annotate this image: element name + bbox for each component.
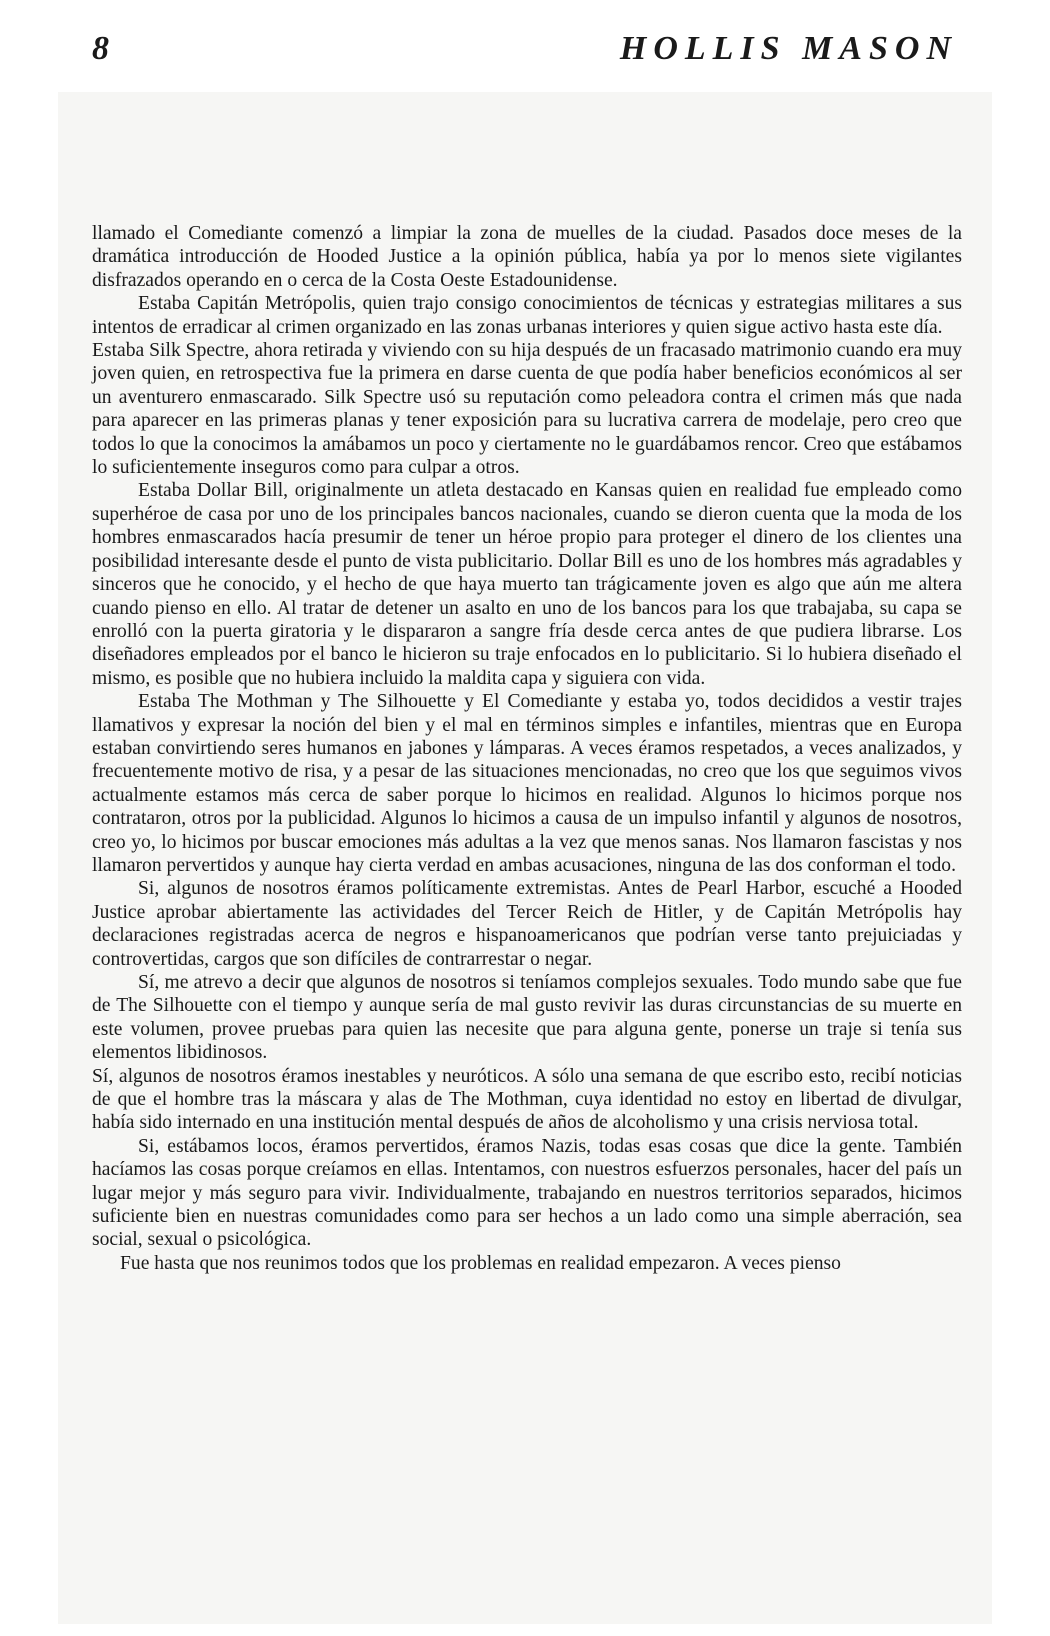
- body-text: [92, 222, 962, 1275]
- paragraph: Estaba Capitán Metrópolis, quien trajo consigo conocimientos de técnicas y estrategias militares a sus intentos de erradicar al crimen organizado en las zonas urbanas interiores y quien sigue activo hasta este día.: [92, 293, 962, 338]
- paragraph: Estaba Dollar Bill, originalmente un atleta destacado en Kansas quien en realidad fue empleado como superhéroe de casa por uno de los principales bancos nacionales, cuando se dieron cuenta que la moda de los hombres enmascarados hacía presumir de tener un héroe propio para proteger el dinero de los clientes una posibilidad interesante desde el punto de vista publicitario. Dollar Bill es uno de los hombres más agradables y sinceros que he conocido, y el hecho de que haya muerto tan trágicamente joven es algo que aún me altera cuando pienso en ello. Al tratar de detener un asalto en uno de los bancos para los que trabajaba, su capa se enrolló con la puerta giratoria y le dispararon a sangre fría desde cerca antes de que pudiera librarse. Los diseñadores empleados por el banco le hicieron su traje enfocados en lo publicitario. Si lo hubiera diseñado el mismo, es posible que no hubiera incluido la maldita capa y siguiera con vida.: [92, 480, 962, 689]
- paragraph: Sí, algunos de nosotros éramos inestables y neuróticos. A sólo una semana de que escribo esto, recibí noticias de que el hombre tras la máscara y alas de The Mothman, cuya identidad no estoy en libertad de divulgar, había sido internado en una institución mental después de años de alcoholismo y una crisis nerviosa total.: [92, 1065, 962, 1134]
- paragraph: Fue hasta que nos reunimos todos que los problemas en realidad empezaron. A veces pienso: [120, 1252, 841, 1274]
- page-number: 8: [92, 30, 109, 67]
- paragraph: Sí, me atrevo a decir que algunos de nosotros si teníamos complejos sexuales. Todo mundo sabe que fue de The Silhouette con el tiempo y aunque sería de mal gusto revivir las duras circunstancias de su muerte en este volumen, provee pruebas para quien las necesite que para alguna gente, ponerse un traje si tenía sus elementos libidinosos.: [92, 972, 962, 1064]
- paragraph: Si, estábamos locos, éramos pervertidos, éramos Nazis, todas esas cosas que dice la gente. También hacíamos las cosas porque creíamos en ellas. Intentamos, con nuestros esfuerzos personales, hacer del país un lugar mejor y más seguro para vivir. Individualmente, trabajando en nuestros territorios separados, hicimos suficiente bien en nuestras comunidades como para ser hechos a un lado como una simple aberración, sea social, sexual o psicológica.: [92, 1135, 962, 1251]
- paragraph: Estaba Silk Spectre, ahora retirada y viviendo con su hija después de un fracasado matrimonio cuando era muy joven quien, en retrospectiva fue la primera en darse cuenta de que podía haber beneficios económicos al ser un aventurero enmascarado. Silk Spectre usó su reputación como peleadora contra el crimen más que nada para aparecer en las primeras planas y tener exposición para su lucrativa carrera de modelaje, pero creo que todos lo que la conocimos la amábamos un poco y ciertamente no le guardábamos rencor. Creo que estábamos lo suficientemente inseguros como para culpar a otros.: [92, 340, 962, 479]
- running-head: HOLLIS MASON: [619, 30, 958, 67]
- paragraph: Si, algunos de nosotros éramos políticamente extremistas. Antes de Pearl Harbor, escuché a Hooded Justice aprobar abiertamente las actividades del Tercer Reich de Hitler, y de Capitán Metrópolis hay declaraciones registradas acerca de negros e hispanoamericanos que podrían verse tanto prejuiciadas y controvertidas, cargos que son difíciles de contrarrestar o negar.: [92, 878, 962, 970]
- paragraph: llamado el Comediante comenzó a limpiar la zona de muelles de la ciudad. Pasados doce meses de la dramática introducción de Hooded Justice a la opinión pública, había ya por lo menos siete vigilantes disfrazados operando en o cerca de la Costa Oeste Estadounidense.: [92, 223, 962, 291]
- paragraph: Estaba The Mothman y The Silhouette y El Comediante y estaba yo, todos decididos a vestir trajes llamativos y expresar la noción del bien y el mal en términos simples e infantiles, mientras que en Europa estaban convirtiendo seres humanos en jabones y lámparas. A veces éramos respetados, a veces analizados, y frecuentemente motivo de risa, y a pesar de las situaciones mencionadas, no creo que los que seguimos vivos actualmente estamos más cerca de saber porque lo hicimos en realidad. Algunos lo hicimos porque nos contrataron, otros por la publicidad. Algunos lo hicimos a causa de un impulso infantil y algunos de nosotros, creo yo, lo hicimos por buscar emociones más adultas a la vez que menos sanas. Nos llamaron fascistas y nos llamaron pervertidos y aunque hay cierta verdad en ambas acusaciones, ninguna de las dos conforman el todo.: [92, 691, 962, 876]
